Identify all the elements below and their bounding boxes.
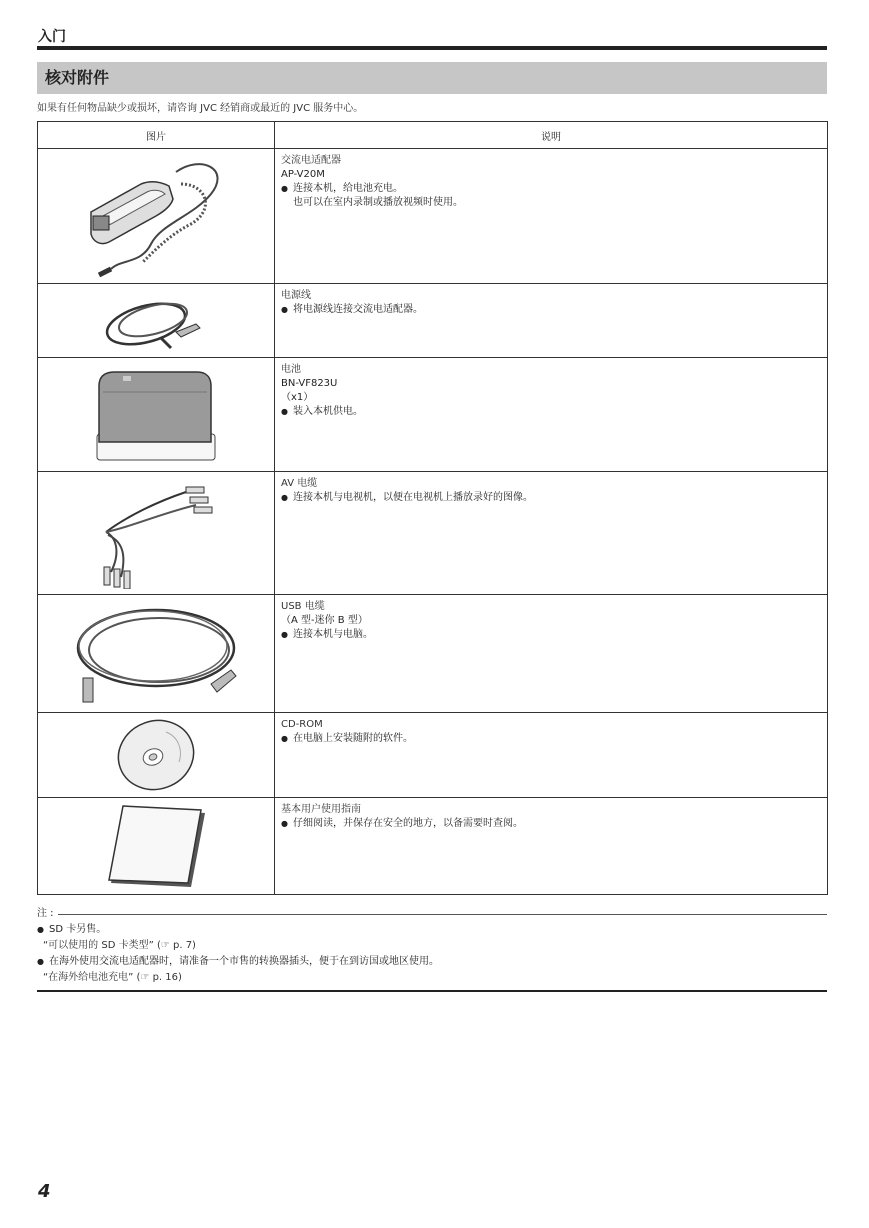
table-row bbox=[38, 284, 828, 358]
note-item: ● 在海外使用交流电适配器时，请准备一个市售的转换器插头，便于在到访国或地区使用。 bbox=[37, 954, 827, 970]
table-header-row bbox=[38, 122, 828, 149]
header-rule bbox=[37, 46, 827, 50]
page-title: 核对附件 bbox=[37, 62, 827, 94]
bullet-text: ● 将电源线连接交流电适配器。 bbox=[281, 303, 821, 317]
picture-cell bbox=[38, 472, 275, 595]
column-header-picture: 图片 bbox=[38, 122, 275, 149]
description-cell bbox=[275, 595, 828, 713]
item-name: 基本用户使用指南 bbox=[281, 804, 361, 815]
description-cell bbox=[275, 358, 828, 472]
section-label: 入门 bbox=[38, 29, 66, 45]
item-name: 电池 bbox=[281, 364, 301, 375]
item-name: CD-ROM bbox=[281, 719, 323, 730]
item-name: 交流电适配器 bbox=[281, 155, 341, 166]
picture-cell bbox=[38, 284, 275, 358]
column-header-description: 说明 bbox=[275, 122, 828, 149]
picture-cell bbox=[38, 149, 275, 284]
table-row bbox=[38, 713, 828, 798]
note-header bbox=[37, 906, 827, 922]
table-row bbox=[38, 798, 828, 895]
note-label: 注 : bbox=[37, 908, 54, 919]
description-cell bbox=[275, 149, 828, 284]
table-row bbox=[38, 472, 828, 595]
cd-rom-illustration bbox=[111, 717, 201, 793]
model-number: BN-VF823U bbox=[281, 378, 338, 389]
table-row bbox=[38, 595, 828, 713]
page-number: 4 bbox=[38, 1181, 51, 1202]
cross-reference-link[interactable]: “在海外给电池充电” (☞ p. 16) bbox=[43, 972, 182, 983]
user-guide-illustration bbox=[101, 803, 211, 889]
footer-rule bbox=[37, 990, 827, 992]
note-item: ● SD 卡另售。 bbox=[37, 922, 827, 938]
quantity: （x1） bbox=[281, 392, 314, 403]
description-cell bbox=[275, 713, 828, 798]
ac-adapter-illustration bbox=[81, 154, 231, 279]
cable-type: （A 型-迷你 B 型） bbox=[281, 615, 368, 626]
item-name: AV 电缆 bbox=[281, 478, 318, 489]
usb-cable-illustration bbox=[71, 600, 241, 708]
accessories-table bbox=[37, 121, 828, 895]
bullet-text: ● 在电脑上安装随附的软件。 bbox=[281, 732, 821, 746]
model-number: AP-V20M bbox=[281, 169, 325, 180]
description-cell bbox=[275, 798, 828, 895]
picture-cell bbox=[38, 713, 275, 798]
picture-cell bbox=[38, 798, 275, 895]
battery-illustration bbox=[91, 364, 221, 466]
picture-cell bbox=[38, 358, 275, 472]
bullet-text: ● 连接本机，给电池充电。 也可以在室内录制或播放视频时使用。 bbox=[281, 182, 821, 210]
table-row bbox=[38, 358, 828, 472]
intro-text: 如果有任何物品缺少或损坏，请咨询 JVC 经销商或最近的 JVC 服务中心。 bbox=[37, 103, 364, 114]
av-cable-illustration bbox=[86, 477, 226, 589]
table-row bbox=[38, 149, 828, 284]
bullet-text: ● 仔细阅读，并保存在安全的地方，以备需要时查阅。 bbox=[281, 817, 821, 831]
power-cord-illustration bbox=[101, 290, 211, 352]
note-divider bbox=[58, 914, 827, 915]
item-name: USB 电缆 bbox=[281, 601, 325, 612]
description-cell bbox=[275, 472, 828, 595]
cross-reference-link[interactable]: “可以使用的 SD 卡类型” (☞ p. 7) bbox=[43, 940, 196, 951]
picture-cell bbox=[38, 595, 275, 713]
bullet-text: ● 连接本机与电视机，以便在电视机上播放录好的图像。 bbox=[281, 491, 821, 505]
bullet-text: ● 连接本机与电脑。 bbox=[281, 628, 821, 642]
note-section bbox=[37, 906, 827, 986]
description-cell bbox=[275, 284, 828, 358]
bullet-text: ● 装入本机供电。 bbox=[281, 405, 821, 419]
item-name: 电源线 bbox=[281, 290, 311, 301]
